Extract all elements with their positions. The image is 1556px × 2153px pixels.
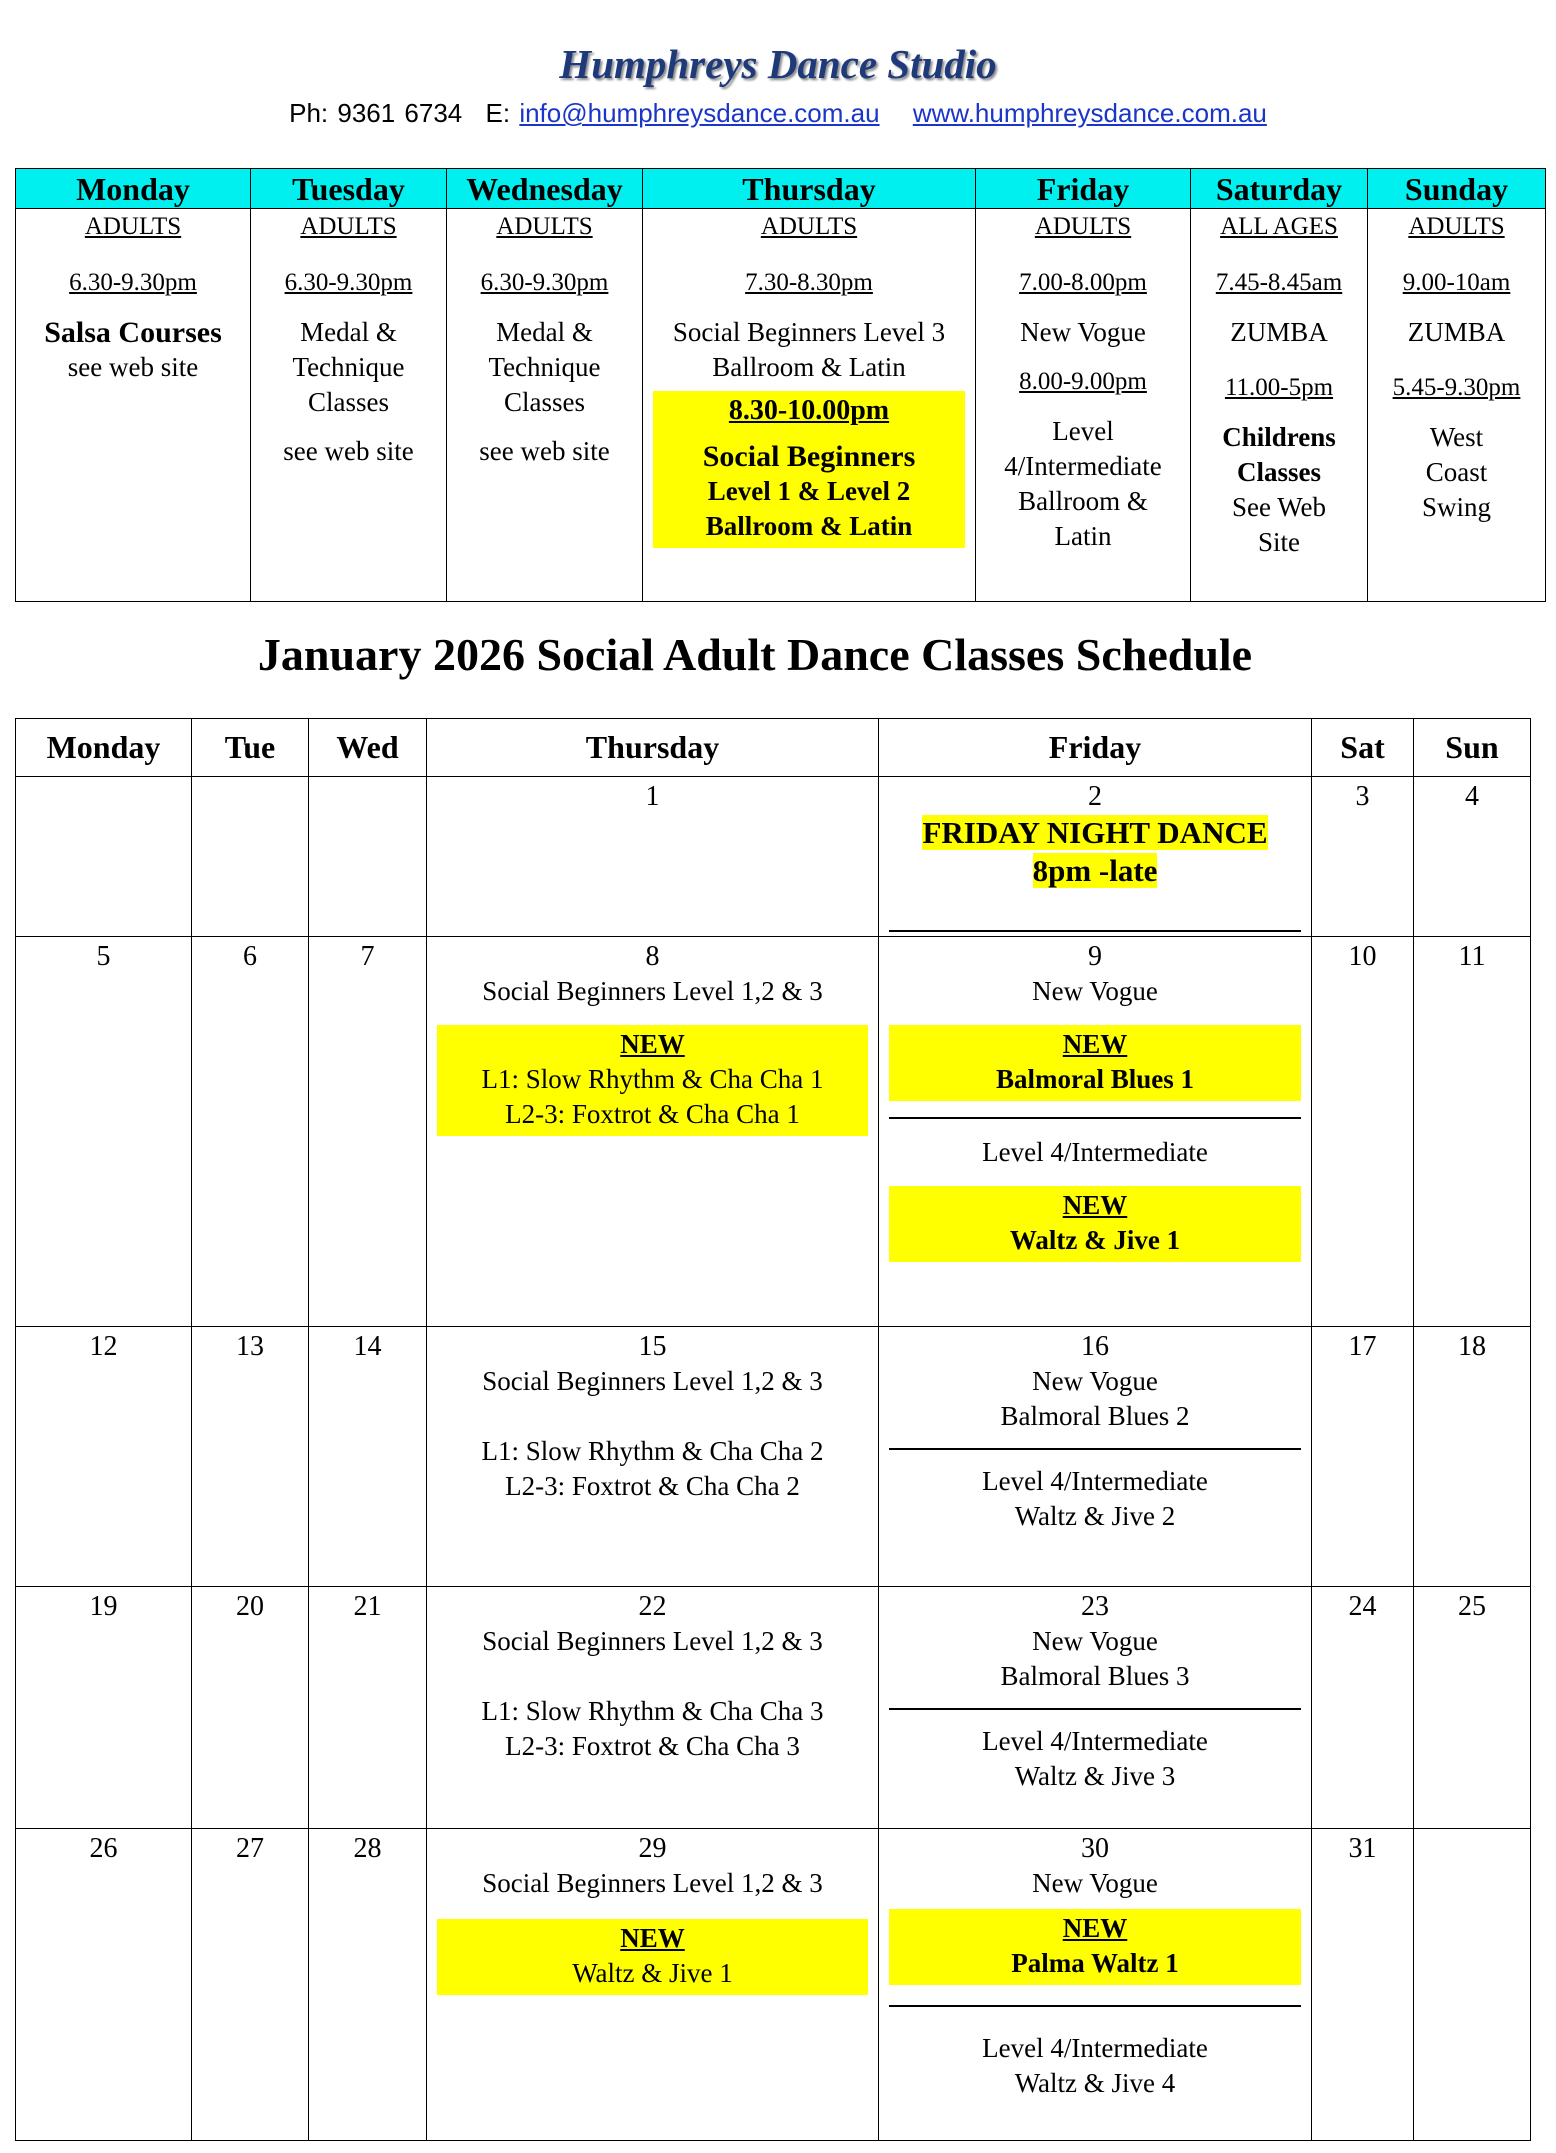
calendar-day-cell: [309, 1829, 427, 2141]
day-number: 30: [1081, 1833, 1109, 1864]
class-line: Social Beginners Level 1,2 & 3: [482, 1366, 823, 1396]
class-name: Latin: [1054, 521, 1112, 551]
day-number: 31: [1348, 1833, 1377, 1864]
class-line: Social Beginners Level 1,2 & 3: [482, 976, 823, 1006]
class-name: Coast: [1425, 457, 1488, 487]
class-note: see web site: [67, 352, 199, 382]
weekly-day-header: Friday: [976, 169, 1191, 209]
weekly-body-row: [16, 209, 1546, 602]
day-number: 4: [1465, 781, 1479, 812]
divider: [889, 1117, 1301, 1119]
weekly-cell-friday: [976, 209, 1191, 602]
day-number: 14: [353, 1331, 382, 1362]
divider: [889, 1448, 1301, 1450]
class-name: Technique: [488, 352, 601, 382]
calendar-day-cell: [1312, 1587, 1414, 1829]
class-line: Waltz & Jive 4: [1014, 2068, 1176, 2098]
calendar-day-cell: [309, 777, 427, 937]
class-line: Waltz & Jive 1: [572, 1958, 733, 1988]
day-number: 1: [645, 781, 660, 812]
calendar-header-row: [16, 719, 1531, 777]
weekly-day-header: Saturday: [1191, 169, 1368, 209]
class-name: Social Beginners: [702, 440, 916, 473]
email-label: E:: [485, 98, 511, 128]
audience-label: ADULTS: [1408, 213, 1505, 240]
calendar-week-row: [16, 1829, 1531, 2141]
weekly-cell-sunday: [1368, 209, 1546, 602]
class-line: Balmoral Blues 2: [1000, 1401, 1190, 1431]
class-line: Level 4/Intermediate: [982, 2033, 1208, 2063]
day-number: 9: [1088, 941, 1102, 972]
calendar-day-cell: [879, 1829, 1312, 2141]
calendar-day-header: Wed: [309, 719, 427, 777]
audience-label: ADULTS: [1034, 213, 1132, 240]
day-number: 24: [1348, 1591, 1377, 1622]
new-badge: NEW: [620, 1029, 685, 1059]
class-name: Ballroom & Latin: [712, 352, 906, 382]
calendar-day-header: Friday: [879, 719, 1312, 777]
day-number: 22: [638, 1591, 667, 1622]
class-line: Level 4/Intermediate: [982, 1466, 1208, 1496]
day-number: 23: [1081, 1591, 1109, 1622]
time-slot: 7.30-8.30pm: [745, 269, 873, 296]
calendar-week-row: [16, 937, 1531, 1327]
calendar-day-cell: [427, 1587, 879, 1829]
highlight-box: [653, 391, 965, 548]
day-number: 20: [236, 1591, 264, 1622]
calendar-day-cell: [192, 937, 309, 1327]
class-name: ZUMBA: [1407, 317, 1506, 347]
calendar-day-cell: [427, 777, 879, 937]
calendar-day-cell: [1414, 1327, 1531, 1587]
class-name: ZUMBA: [1230, 317, 1328, 347]
new-class-box: [889, 1186, 1301, 1262]
class-line: L2-3: Foxtrot & Cha Cha 3: [505, 1731, 800, 1761]
calendar-week-row: [16, 1327, 1531, 1587]
calendar-day-cell: [309, 937, 427, 1327]
class-name: Childrens: [1222, 422, 1336, 452]
weekly-cell-saturday: [1191, 209, 1368, 602]
class-line: Waltz & Jive 1: [1009, 1225, 1181, 1255]
studio-title: Humphreys Dance Studio: [559, 41, 997, 87]
time-slot: 6.30-9.30pm: [284, 269, 413, 296]
calendar-day-cell: [16, 1587, 192, 1829]
calendar-day-cell: [16, 1327, 192, 1587]
calendar-day-header: Monday: [16, 719, 192, 777]
day-number: 27: [236, 1833, 264, 1864]
calendar-day-cell: [427, 1327, 879, 1587]
calendar-day-cell: [16, 1829, 192, 2141]
class-line: New Vogue: [1032, 1366, 1158, 1396]
class-line: Waltz & Jive 3: [1014, 1761, 1176, 1791]
calendar-day-cell: [309, 1587, 427, 1829]
day-number: 25: [1458, 1591, 1486, 1622]
class-name: Classes: [1236, 457, 1321, 487]
calendar-day-cell: [427, 1829, 879, 2141]
audience-label: ADULTS: [496, 213, 593, 240]
day-number: 21: [353, 1591, 382, 1622]
class-name: West: [1429, 422, 1484, 452]
class-note: see web site: [283, 436, 414, 466]
contact-line: [0, 98, 1556, 129]
time-slot: 7.45-8.45am: [1215, 269, 1343, 296]
event-time: 8pm -late: [1032, 853, 1158, 888]
class-line: Palma Waltz 1: [1011, 1948, 1179, 1978]
day-number: 15: [638, 1331, 667, 1362]
weekly-day-header: Tuesday: [251, 169, 447, 209]
time-slot: 6.30-9.30pm: [69, 269, 197, 296]
new-class-box: [889, 1909, 1301, 1985]
weekly-day-header: Thursday: [643, 169, 976, 209]
calendar-day-cell: [879, 1587, 1312, 1829]
class-line: Social Beginners Level 1,2 & 3: [482, 1868, 823, 1898]
weekly-cell-tuesday: [251, 209, 447, 602]
class-name: New Vogue: [1020, 317, 1146, 347]
time-slot: 8.30-10.00pm: [728, 395, 890, 426]
divider: [889, 930, 1301, 932]
class-line: Balmoral Blues 3: [1000, 1661, 1190, 1691]
day-number: 10: [1348, 941, 1377, 972]
weekly-day-header: Wednesday: [447, 169, 643, 209]
time-slot: 5.45-9.30pm: [1392, 374, 1521, 401]
weekly-day-header: Monday: [16, 169, 251, 209]
day-number: 13: [236, 1331, 264, 1362]
day-number: 28: [353, 1833, 382, 1864]
new-badge: NEW: [620, 1923, 685, 1953]
class-line: Level 4/Intermediate: [982, 1726, 1208, 1756]
day-number: 17: [1348, 1331, 1377, 1362]
class-line: Waltz & Jive 2: [1014, 1501, 1176, 1531]
calendar-day-cell: [309, 1327, 427, 1587]
class-name: Ballroom &: [1018, 486, 1148, 516]
weekly-timetable: [15, 168, 1546, 602]
class-name: Social Beginners Level 3: [672, 317, 946, 347]
class-line: L2-3: Foxtrot & Cha Cha 2: [505, 1471, 800, 1501]
class-line: New Vogue: [1032, 976, 1158, 1006]
weekly-day-header: Sunday: [1368, 169, 1546, 209]
email-link[interactable]: info@humphreysdance.com.au: [519, 98, 880, 128]
audience-label: ADULTS: [84, 213, 182, 240]
calendar-day-cell: [1414, 1587, 1531, 1829]
calendar-day-cell: [1414, 937, 1531, 1327]
calendar-week-row: [16, 777, 1531, 937]
class-line: Level 4/Intermediate: [982, 1137, 1208, 1167]
new-badge: NEW: [1062, 1029, 1128, 1059]
class-name: Ballroom & Latin: [705, 511, 913, 541]
calendar-day-cell: [16, 777, 192, 937]
monthly-calendar: [15, 718, 1531, 2141]
day-number: 19: [89, 1591, 118, 1622]
class-name: 4/Intermediate: [1004, 451, 1162, 481]
website-link[interactable]: www.humphreysdance.com.au: [912, 98, 1267, 128]
class-line: New Vogue: [1032, 1868, 1158, 1898]
day-number: 7: [360, 941, 375, 972]
class-note: see web site: [479, 436, 610, 466]
new-class-box: [437, 1025, 868, 1136]
calendar-day-cell: [1312, 1829, 1414, 2141]
day-number: 16: [1081, 1331, 1109, 1362]
day-number: 26: [89, 1833, 118, 1864]
day-number: 2: [1088, 781, 1102, 812]
calendar-day-header: Sat: [1312, 719, 1414, 777]
calendar-day-cell: [192, 1829, 309, 2141]
day-number: 18: [1458, 1331, 1486, 1362]
calendar-day-cell: [1312, 937, 1414, 1327]
class-line: L1: Slow Rhythm & Cha Cha 2: [481, 1436, 824, 1466]
time-slot: 11.00-5pm: [1224, 374, 1334, 401]
calendar-day-cell: [192, 1327, 309, 1587]
new-badge: NEW: [1062, 1913, 1128, 1943]
calendar-day-cell: [427, 937, 879, 1327]
calendar-day-cell: [192, 1587, 309, 1829]
divider: [889, 2005, 1301, 2007]
time-slot: 9.00-10am: [1402, 269, 1511, 296]
weekly-header-row: [16, 169, 1546, 209]
new-class-box: [437, 1919, 868, 1995]
class-name: Salsa Courses: [44, 316, 222, 349]
weekly-cell-thursday: [643, 209, 976, 602]
calendar-day-cell: [16, 937, 192, 1327]
day-number: 5: [96, 941, 111, 972]
event-title: FRIDAY NIGHT DANCE: [922, 815, 1268, 850]
class-name: Level 1 & Level 2: [707, 476, 911, 506]
calendar-day-header: Sun: [1414, 719, 1531, 777]
class-name: Classes: [504, 387, 585, 417]
class-name: Classes: [308, 387, 389, 417]
divider: [889, 1708, 1301, 1710]
time-slot: 6.30-9.30pm: [480, 269, 609, 296]
new-badge: NEW: [1062, 1190, 1128, 1220]
calendar-day-header: Tue: [192, 719, 309, 777]
time-slot: 7.00-8.00pm: [1019, 269, 1147, 296]
audience-label: ALL AGES: [1220, 213, 1338, 240]
calendar-day-cell: [192, 777, 309, 937]
class-line: Social Beginners Level 1,2 & 3: [482, 1626, 823, 1656]
day-number: 8: [645, 941, 660, 972]
calendar-day-cell: [879, 937, 1312, 1327]
calendar-day-cell: [1414, 1829, 1531, 2141]
calendar-week-row: [16, 1587, 1531, 1829]
phone-number: Ph: 9361 6734: [289, 98, 463, 128]
audience-label: ADULTS: [300, 213, 397, 240]
class-name: Medal &: [496, 317, 593, 347]
day-number: 6: [243, 941, 257, 972]
class-line: New Vogue: [1032, 1626, 1158, 1656]
day-number: 12: [89, 1331, 118, 1362]
calendar-day-cell: [1312, 1327, 1414, 1587]
time-slot: 8.00-9.00pm: [1019, 368, 1147, 395]
class-name: Technique: [292, 352, 405, 382]
new-class-box: [889, 1025, 1301, 1101]
class-name: Medal &: [300, 317, 397, 347]
class-name: See Web: [1231, 492, 1327, 522]
calendar-day-cell: [1312, 777, 1414, 937]
weekly-cell-monday: [16, 209, 251, 602]
day-number: 11: [1458, 941, 1486, 972]
weekly-cell-wednesday: [447, 209, 643, 602]
day-number: 29: [638, 1833, 667, 1864]
class-line: L1: Slow Rhythm & Cha Cha 1: [481, 1064, 824, 1094]
class-name: Level: [1052, 416, 1114, 446]
class-name: Swing: [1421, 492, 1492, 522]
audience-label: ADULTS: [760, 213, 858, 240]
calendar-day-cell: [879, 1327, 1312, 1587]
schedule-title: January 2026 Social Adult Dance Classes Schedule: [257, 629, 1253, 680]
calendar-day-header: Thursday: [427, 719, 879, 777]
calendar-day-cell: [879, 777, 1312, 937]
class-line: L2-3: Foxtrot & Cha Cha 1: [505, 1099, 800, 1129]
class-line: L1: Slow Rhythm & Cha Cha 3: [481, 1696, 824, 1726]
calendar-day-cell: [1414, 777, 1531, 937]
day-number: 3: [1355, 781, 1370, 812]
class-line: Balmoral Blues 1: [995, 1064, 1194, 1094]
class-name: Site: [1257, 527, 1300, 557]
